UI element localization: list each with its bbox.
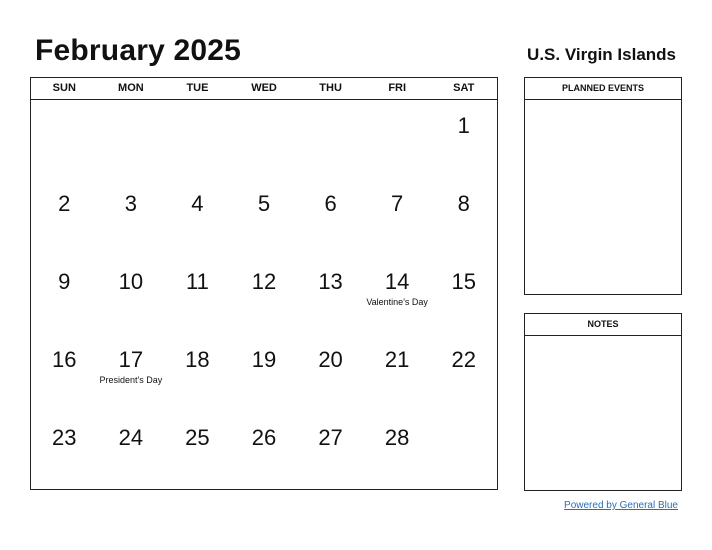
day-cell [297, 178, 364, 256]
weekday-header [31, 78, 497, 100]
day-cell [231, 256, 298, 334]
day-number: 14 [384, 269, 410, 294]
holiday-label: Valentine's Day [366, 297, 428, 307]
day-cell [164, 412, 231, 490]
day-cell [231, 178, 298, 256]
day-number: 13 [318, 269, 343, 294]
day-cell [297, 412, 364, 490]
day-number: 27 [318, 425, 343, 450]
weekday-thu: THU [319, 82, 342, 94]
day-number: 26 [251, 425, 277, 450]
day-number: 7 [391, 191, 404, 216]
day-number: 5 [257, 191, 271, 216]
day-cell [364, 178, 431, 256]
day-number: 17 [118, 347, 144, 372]
day-cell [430, 100, 497, 178]
weekday-sat: SAT [453, 82, 475, 94]
weekday-mon: MON [118, 82, 144, 94]
day-number: 1 [457, 113, 470, 138]
powered-by-link[interactable]: Powered by General Blue [564, 500, 678, 511]
day-number: 8 [457, 191, 470, 216]
day-cell [31, 334, 98, 412]
weekday-tue: TUE [186, 82, 209, 94]
calendar-grid [30, 77, 498, 490]
day-cell [430, 178, 497, 256]
region-label: U.S. Virgin Islands [527, 45, 676, 64]
day-number: 18 [185, 347, 210, 372]
day-number: 28 [384, 425, 410, 450]
day-number: 23 [52, 425, 77, 450]
weekday-sun: SUN [52, 82, 76, 94]
day-cell [98, 256, 165, 334]
day-cell [164, 178, 231, 256]
day-number: 16 [52, 347, 77, 372]
weekday-fri: FRI [388, 82, 407, 94]
day-number: 19 [251, 347, 277, 372]
day-cell [231, 334, 298, 412]
day-cell [430, 334, 497, 412]
day-cell [31, 412, 98, 490]
calendar-title: February 2025 [35, 34, 242, 67]
day-number: 24 [118, 425, 144, 450]
day-cell [430, 256, 497, 334]
day-cell [164, 256, 231, 334]
day-cell [364, 334, 431, 412]
planned-events-panel [524, 77, 682, 295]
planned-events-header: PLANNED EVENTS [525, 78, 681, 100]
notes-header: NOTES [525, 314, 681, 336]
day-grid [31, 100, 497, 490]
day-cell [364, 256, 431, 334]
day-number: 21 [384, 347, 410, 372]
day-cell [164, 334, 231, 412]
day-number: 9 [58, 269, 71, 294]
day-cell [98, 178, 165, 256]
day-cell [31, 256, 98, 334]
holiday-label: President's Day [99, 375, 163, 385]
day-cell [364, 412, 431, 490]
day-number: 2 [58, 191, 71, 216]
day-number: 12 [251, 269, 277, 294]
day-cell [98, 334, 165, 412]
weekday-wed: WED [251, 82, 277, 94]
day-cell [98, 412, 165, 490]
day-number: 3 [124, 191, 137, 216]
day-number: 11 [186, 269, 209, 294]
day-cell [31, 178, 98, 256]
day-number: 20 [318, 347, 343, 372]
day-number: 4 [191, 191, 204, 216]
day-cell [297, 334, 364, 412]
day-number: 15 [451, 269, 476, 294]
notes-panel [524, 313, 682, 491]
day-cell [231, 412, 298, 490]
day-cell [297, 256, 364, 334]
day-number: 10 [118, 269, 144, 294]
day-number: 6 [324, 191, 337, 216]
day-number: 22 [451, 347, 476, 372]
day-number: 25 [185, 425, 210, 450]
